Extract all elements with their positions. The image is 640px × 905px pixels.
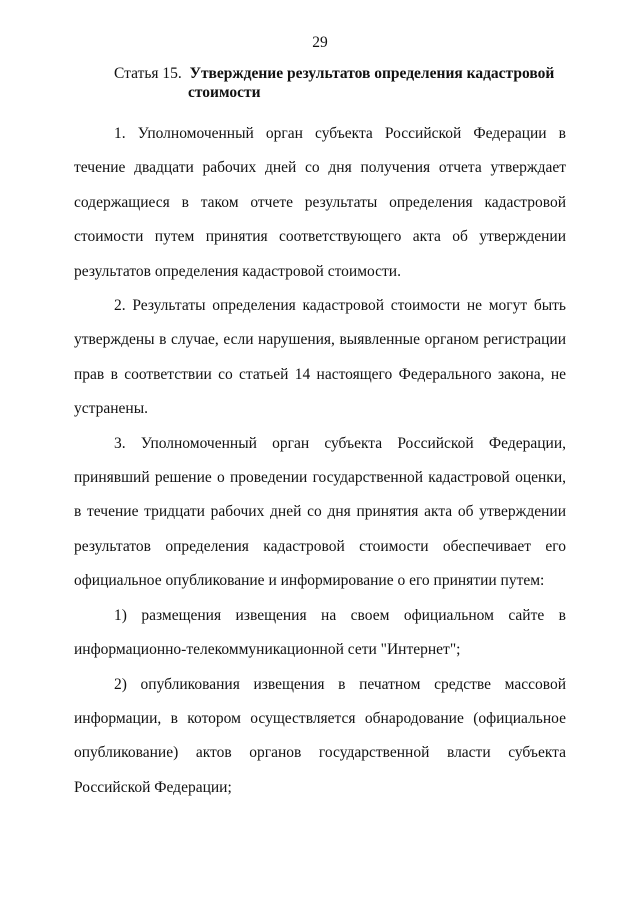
page-number: 29 xyxy=(312,34,328,51)
article-label: Статья 15. xyxy=(114,65,182,82)
article-title-line1: Утверждение результатов определения кадастровой xyxy=(189,65,555,82)
paragraph-2: 2. Результаты определения кадастровой стоимости не могут быть утверждены в случае, если нарушения, выявленные органом регистрации прав в соответствии со статьей 14 настоящего Федерального закона, не устранены. xyxy=(74,297,566,418)
paragraph-5: 2) опубликования извещения в печатном средстве массовой информации, в котором осуществляется обнародование (официальное опубликование) актов органов государственной власти субъекта Российской Федерации; xyxy=(74,675,566,796)
article-heading xyxy=(114,64,584,102)
paragraph-1: 1. Уполномоченный орган субъекта Российской Федерации в течение двадцати рабочих дней со дня получения отчета утверждает содержащиеся в таком отчете результаты определения кадастровой стоимости путем принятия соответствующего акта об утверждении результатов определения кадастровой стоимости. xyxy=(74,125,566,280)
paragraph-3: 3. Уполномоченный орган субъекта Российской Федерации, принявший решение о проведении государственной кадастровой оценки, в течение тридцати рабочих дней со дня принятия акта об утверждении результатов определения кадастровой стоимости обеспечивает его официальное опубликование и информирование о его принятии путем: xyxy=(74,434,566,590)
article-title-line2: стоимости xyxy=(188,84,261,101)
article-body xyxy=(74,117,566,805)
paragraph-4: 1) размещения извещения на своем официальном сайте в информационно-телекоммуникационной сети "Интернет"; xyxy=(74,606,566,659)
